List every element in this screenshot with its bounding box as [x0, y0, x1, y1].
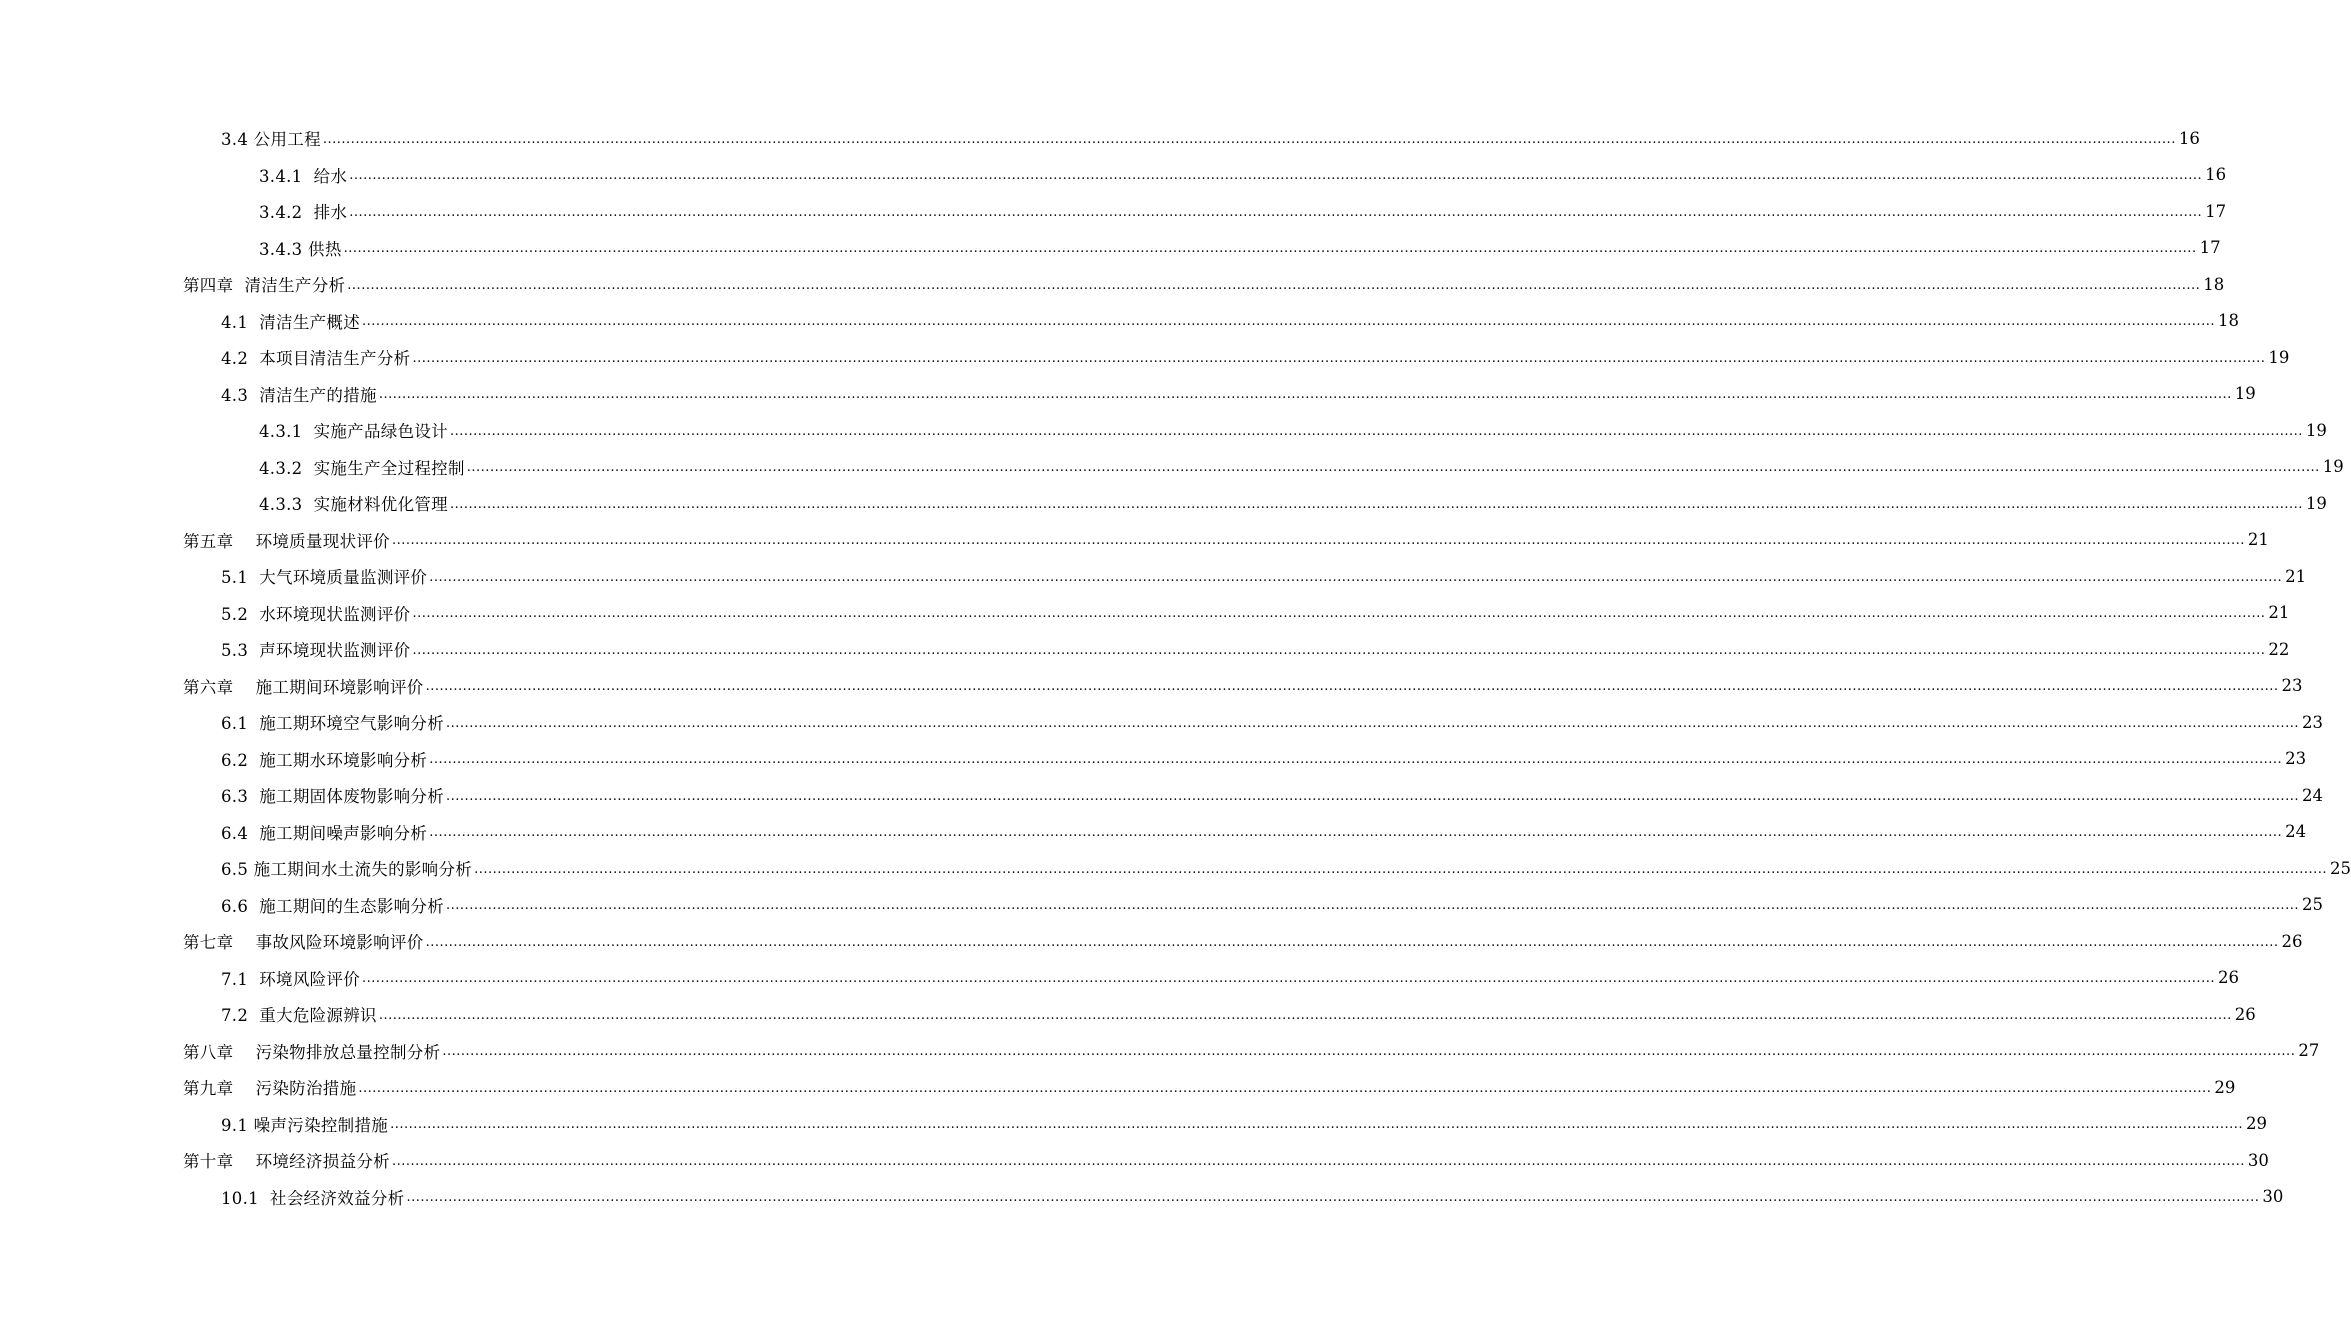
- toc-entry-title: 4.1 清洁生产概述: [221, 312, 361, 332]
- toc-entry[interactable]: [0, 1033, 2320, 1070]
- toc-entry-title: 4.3 清洁生产的措施: [221, 385, 377, 405]
- toc-entry-page-number: 16: [2178, 128, 2200, 148]
- dot-leader: ................................................................................................................................................................................................................................................................................................................................................................................................................: [362, 314, 2215, 330]
- dot-leader: ................................................................................................................................................................................................................................................................................................................................................................................................................: [362, 971, 2215, 987]
- toc-entry-page-number: 23: [2301, 712, 2323, 732]
- toc-entry-title: 5.3 声环境现状监测评价: [221, 641, 411, 661]
- toc-entry[interactable]: [0, 193, 2227, 230]
- dot-leader: ................................................................................................................................................................................................................................................................................................................................................................................................................: [446, 898, 2299, 914]
- dot-leader: ................................................................................................................................................................................................................................................................................................................................................................................................................: [343, 241, 2197, 257]
- toc-entry[interactable]: [0, 923, 2303, 960]
- toc-entry-page-number: 22: [2268, 639, 2290, 659]
- toc-entry-page-number: 16: [2205, 165, 2227, 185]
- dot-leader: ................................................................................................................................................................................................................................................................................................................................................................................................................: [412, 642, 2266, 658]
- toc-entry-title: 4.3.1 实施产品绿色设计: [259, 422, 448, 442]
- toc-entry-title: 第十章 环境经济损益分析: [183, 1152, 390, 1172]
- toc-entry[interactable]: [0, 120, 2200, 157]
- dot-leader: ................................................................................................................................................................................................................................................................................................................................................................................................................: [449, 423, 2303, 439]
- toc-entry-page-number: 21: [2268, 603, 2290, 623]
- dot-leader: ................................................................................................................................................................................................................................................................................................................................................................................................................: [412, 350, 2266, 366]
- toc-entry-page-number: 21: [2247, 530, 2269, 550]
- toc-entry[interactable]: [0, 412, 2327, 449]
- dot-leader: ................................................................................................................................................................................................................................................................................................................................................................................................................: [474, 861, 2328, 877]
- dot-leader: ................................................................................................................................................................................................................................................................................................................................................................................................................: [442, 1044, 2296, 1060]
- dot-leader: ................................................................................................................................................................................................................................................................................................................................................................................................................: [391, 533, 2245, 549]
- toc-entry-title: 6.2 施工期水环境影响分析: [221, 750, 428, 770]
- toc-entry-page-number: 26: [2234, 1004, 2256, 1024]
- toc-entry-page-number: 19: [2322, 457, 2344, 477]
- toc-entry-page-number: 30: [2247, 1150, 2269, 1170]
- toc-entry-page-number: 24: [2301, 785, 2323, 805]
- toc-entry-page-number: 19: [2305, 493, 2327, 513]
- toc-entry[interactable]: [0, 449, 2344, 486]
- dot-leader: ................................................................................................................................................................................................................................................................................................................................................................................................................: [391, 1153, 2245, 1169]
- toc-entry[interactable]: [0, 157, 2227, 194]
- toc-entry-page-number: 29: [2246, 1114, 2268, 1134]
- toc-entry[interactable]: [0, 631, 2290, 668]
- toc-entry-title: 5.1 大气环境质量监测评价: [221, 568, 428, 588]
- dot-leader: ................................................................................................................................................................................................................................................................................................................................................................................................................: [406, 1190, 2260, 1206]
- toc-entry-title: 3.4.1 给水: [259, 166, 348, 186]
- toc-entry-page-number: 17: [2199, 238, 2221, 258]
- toc-entry-title: 7.2 重大危险源辨识: [221, 1006, 377, 1026]
- toc-entry-page-number: 19: [2268, 347, 2290, 367]
- toc-entry-page-number: 18: [2217, 311, 2239, 331]
- dot-leader: ................................................................................................................................................................................................................................................................................................................................................................................................................: [358, 1080, 2212, 1096]
- dot-leader: ................................................................................................................................................................................................................................................................................................................................................................................................................: [446, 715, 2299, 731]
- dot-leader: ................................................................................................................................................................................................................................................................................................................................................................................................................: [446, 788, 2299, 804]
- toc-entry[interactable]: [0, 1142, 2269, 1179]
- dot-leader: ................................................................................................................................................................................................................................................................................................................................................................................................................: [429, 752, 2283, 768]
- toc-entry-page-number: 25: [2330, 858, 2351, 878]
- toc-entry-page-number: 24: [2285, 822, 2307, 842]
- toc-entry[interactable]: [0, 1179, 2284, 1216]
- toc-entry-title: 第八章 污染物排放总量控制分析: [183, 1042, 441, 1062]
- toc-entry-title: 第四章 清洁生产分析: [183, 276, 346, 296]
- toc-entry[interactable]: [0, 668, 2303, 705]
- toc-entry-title: 6.6 施工期间的生态影响分析: [221, 896, 445, 916]
- dot-leader: ................................................................................................................................................................................................................................................................................................................................................................................................................: [412, 606, 2266, 622]
- toc-entry-title: 第七章 事故风险环境影响评价: [183, 933, 424, 953]
- toc-entry-title: 4.3.2 实施生产全过程控制: [259, 458, 465, 478]
- toc-entry[interactable]: [0, 960, 2239, 997]
- toc-entry-page-number: 26: [2217, 968, 2239, 988]
- toc-entry-title: 3.4.3 供热: [259, 239, 342, 259]
- toc-entry-title: 第九章 污染防治措施: [183, 1079, 357, 1099]
- toc-entry-title: 9.1 噪声污染控制措施: [221, 1115, 389, 1135]
- dot-leader: ................................................................................................................................................................................................................................................................................................................................................................................................................: [378, 387, 2232, 403]
- toc-entry[interactable]: [0, 741, 2307, 778]
- toc-entry[interactable]: [0, 850, 2351, 887]
- toc-entry-page-number: 21: [2285, 566, 2307, 586]
- toc-entry-page-number: 23: [2285, 749, 2307, 769]
- toc-entry[interactable]: [0, 339, 2290, 376]
- toc-entry[interactable]: [0, 887, 2323, 924]
- dot-leader: ................................................................................................................................................................................................................................................................................................................................................................................................................: [349, 204, 2203, 220]
- toc-entry[interactable]: [0, 266, 2225, 303]
- dot-leader: ................................................................................................................................................................................................................................................................................................................................................................................................................: [449, 496, 2303, 512]
- toc-entry-page-number: 26: [2281, 931, 2303, 951]
- dot-leader: ................................................................................................................................................................................................................................................................................................................................................................................................................: [378, 1007, 2232, 1023]
- dot-leader: ................................................................................................................................................................................................................................................................................................................................................................................................................: [390, 1117, 2244, 1133]
- toc-entry[interactable]: [0, 558, 2307, 595]
- toc-entry-page-number: 17: [2205, 201, 2227, 221]
- toc-entry-page-number: 23: [2281, 676, 2303, 696]
- toc-entry-title: 6.1 施工期环境空气影响分析: [221, 714, 445, 734]
- toc-entry-title: 6.5 施工期间水土流失的影响分析: [221, 860, 473, 880]
- dot-leader: ................................................................................................................................................................................................................................................................................................................................................................................................................: [425, 934, 2279, 950]
- dot-leader: ................................................................................................................................................................................................................................................................................................................................................................................................................: [322, 131, 2176, 147]
- toc-entry-page-number: 19: [2305, 420, 2327, 440]
- toc-entry[interactable]: [0, 814, 2307, 851]
- toc-entry-title: 3.4 公用工程: [221, 130, 321, 150]
- dot-leader: ................................................................................................................................................................................................................................................................................................................................................................................................................: [466, 460, 2320, 476]
- toc-entry-title: 6.3 施工期固体废物影响分析: [221, 787, 445, 807]
- toc-entry[interactable]: [0, 1069, 2236, 1106]
- toc-entry[interactable]: [0, 485, 2327, 522]
- toc-entry-page-number: 30: [2262, 1187, 2284, 1207]
- toc-entry-title: 4.3.3 实施材料优化管理: [259, 495, 448, 515]
- toc-entry-title: 4.2 本项目清洁生产分析: [221, 349, 411, 369]
- toc-entry-page-number: 29: [2214, 1077, 2236, 1097]
- toc-entry[interactable]: [0, 376, 2256, 413]
- toc-entry-title: 10.1 社会经济效益分析: [221, 1188, 405, 1208]
- toc-entry-title: 7.1 环境风险评价: [221, 969, 361, 989]
- toc-entry-title: 3.4.2 排水: [259, 203, 348, 223]
- dot-leader: ................................................................................................................................................................................................................................................................................................................................................................................................................: [347, 277, 2201, 293]
- toc-entry[interactable]: [0, 777, 2323, 814]
- toc-entry-page-number: 18: [2203, 274, 2225, 294]
- toc-entry-title: 第五章 环境质量现状评价: [183, 531, 390, 551]
- toc-entry-title: 6.4 施工期间噪声影响分析: [221, 823, 428, 843]
- toc-entry[interactable]: [0, 230, 2221, 267]
- dot-leader: ................................................................................................................................................................................................................................................................................................................................................................................................................: [429, 569, 2283, 585]
- toc-entry[interactable]: [0, 1106, 2268, 1143]
- toc-entry-page-number: 25: [2301, 895, 2323, 915]
- toc-entry-title: 5.2 水环境现状监测评价: [221, 604, 411, 624]
- toc-entry-page-number: 19: [2234, 384, 2256, 404]
- table-of-contents: [0, 120, 2351, 1215]
- toc-entry-page-number: 27: [2298, 1041, 2320, 1061]
- toc-entry[interactable]: [0, 595, 2290, 632]
- toc-entry[interactable]: [0, 303, 2239, 340]
- toc-entry-title: 第六章 施工期间环境影响评价: [183, 677, 424, 697]
- dot-leader: ................................................................................................................................................................................................................................................................................................................................................................................................................: [349, 168, 2203, 184]
- toc-entry[interactable]: [0, 704, 2323, 741]
- dot-leader: ................................................................................................................................................................................................................................................................................................................................................................................................................: [429, 825, 2283, 841]
- toc-entry[interactable]: [0, 996, 2256, 1033]
- dot-leader: ................................................................................................................................................................................................................................................................................................................................................................................................................: [425, 679, 2279, 695]
- toc-entry[interactable]: [0, 522, 2269, 559]
